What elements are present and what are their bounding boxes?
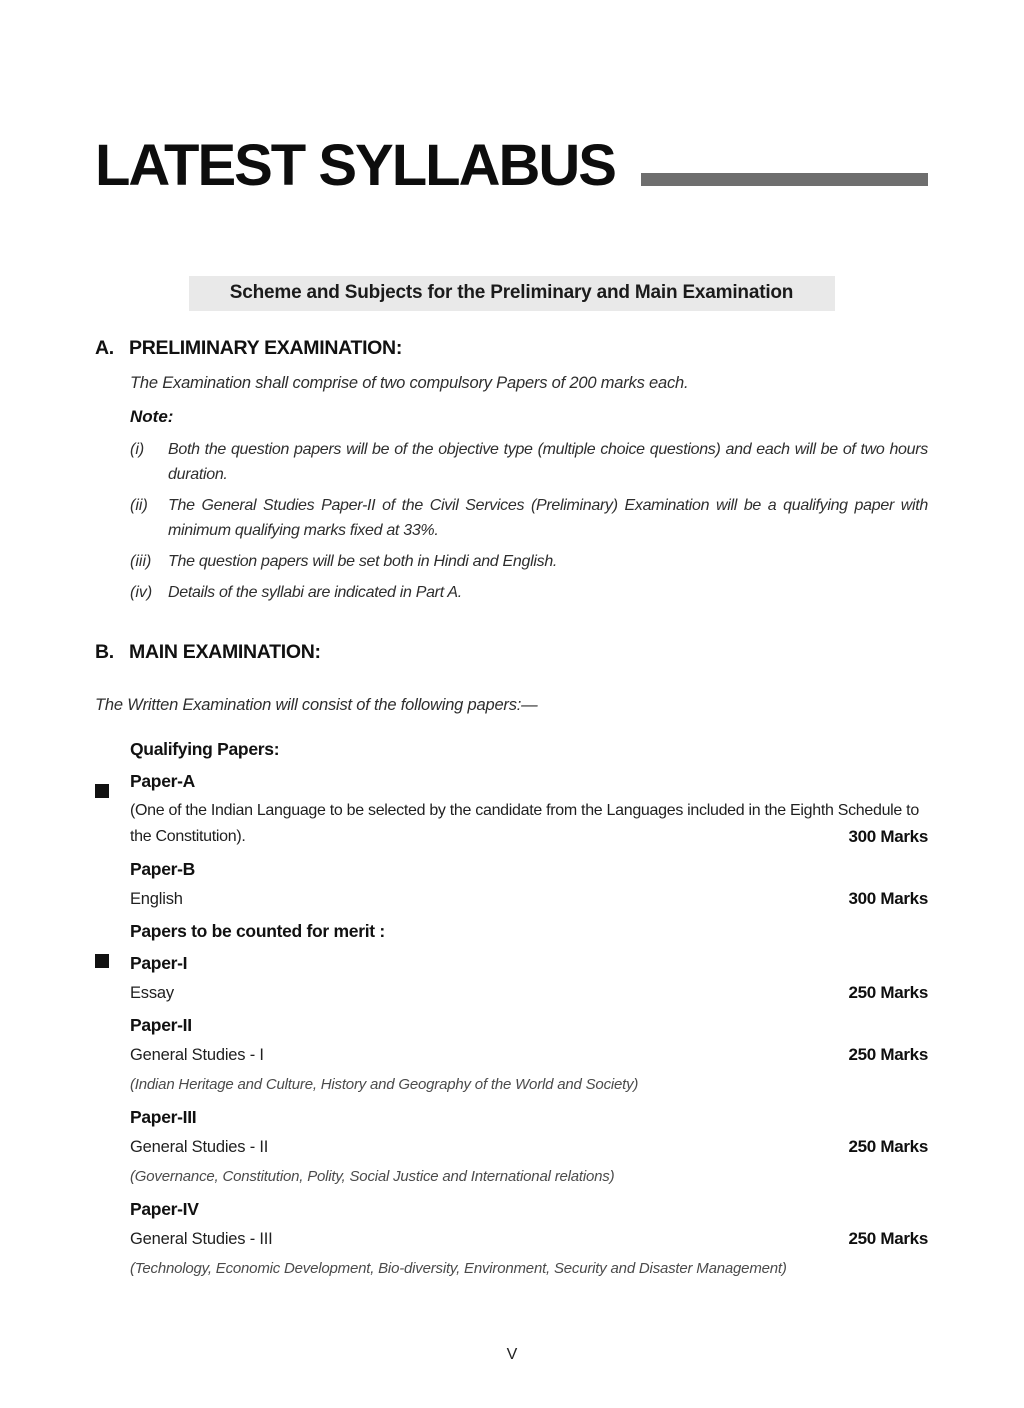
note-text: Details of the syllabi are indicated in Part A.	[168, 584, 462, 601]
square-bullet-icon	[95, 954, 109, 968]
note-item	[130, 549, 928, 574]
paper-3-marks: 250 Marks	[848, 1137, 928, 1156]
note-text: Both the question papers will be of the objective type (multiple choice questions) and each will be of two hours duration.	[168, 441, 928, 483]
section-a-heading-row	[95, 335, 928, 361]
qualifying-papers-heading: Qualifying Papers:	[130, 739, 280, 759]
paper-2-subject-row	[130, 1042, 928, 1068]
paper-2-detail: (Indian Heritage and Culture, History and Geography of the World and Society)	[130, 1076, 639, 1093]
paper-a-label-row	[130, 768, 928, 794]
paper-b-label-row	[130, 856, 928, 882]
section-a-label: A.	[95, 337, 114, 359]
paper-1-subject: Essay	[130, 984, 174, 1002]
section-a-heading: PRELIMINARY EXAMINATION:	[129, 337, 403, 359]
paper-b-marks: 300 Marks	[848, 889, 928, 908]
note-number: (iv)	[130, 584, 153, 601]
note-text: The question papers will be set both in Hindi and English.	[168, 553, 558, 570]
paper-3-label: Paper-III	[130, 1107, 197, 1127]
paper-b-label: Paper-B	[130, 859, 196, 879]
paper-1-label-row	[130, 950, 928, 976]
note-item	[130, 493, 928, 543]
paper-4-subject-row	[130, 1226, 928, 1252]
subtitle-band-wrap	[95, 276, 928, 311]
section-a-intro: The Examination shall comprise of two compulsory Papers of 200 marks each.	[130, 374, 689, 392]
note-number: (i)	[130, 441, 145, 458]
paper-3-label-row	[130, 1104, 928, 1130]
paper-4-subject: General Studies - III	[130, 1230, 273, 1248]
title-accent-bar	[641, 173, 928, 186]
paper-1-label: Paper-I	[130, 953, 188, 973]
paper-4-label: Paper-IV	[130, 1199, 199, 1219]
paper-2-label: Paper-II	[130, 1015, 192, 1035]
paper-3-subject-row	[130, 1134, 928, 1160]
paper-1-subject-row	[130, 980, 928, 1006]
note-item	[130, 437, 928, 487]
paper-a-description-row	[130, 798, 928, 850]
paper-b-subject-row	[130, 886, 928, 912]
paper-4-detail: (Technology, Economic Development, Bio-diversity, Environment, Security and Disaster Management)	[130, 1260, 787, 1277]
subtitle-band: Scheme and Subjects for the Preliminary and Main Examination	[189, 276, 835, 311]
section-b-heading-row	[95, 639, 928, 665]
paper-a-label: Paper-A	[130, 771, 196, 791]
note-number: (ii)	[130, 497, 148, 514]
paper-4-marks: 250 Marks	[848, 1229, 928, 1248]
paper-2-marks: 250 Marks	[848, 1045, 928, 1064]
note-number: (iii)	[130, 553, 152, 570]
paper-3-subject: General Studies - II	[130, 1138, 269, 1156]
title-row	[95, 0, 928, 198]
page-title: LATEST SYLLABUS	[95, 133, 615, 198]
paper-b-subject: English	[130, 890, 183, 908]
square-bullet-icon	[95, 784, 109, 798]
papers-list	[130, 736, 928, 1280]
paper-3-detail: (Governance, Constitution, Polity, Social Justice and International relations)	[130, 1168, 615, 1185]
section-b-intro: The Written Examination will consist of the following papers:—	[95, 696, 538, 714]
section-b-label: B.	[95, 641, 114, 663]
paper-1-marks: 250 Marks	[848, 983, 928, 1002]
section-a-body	[130, 371, 928, 605]
page-number: V	[506, 1346, 518, 1363]
paper-2-label-row	[130, 1012, 928, 1038]
note-text: The General Studies Paper-II of the Civil Services (Preliminary) Examination will be a qualifying paper with minimum qualifying marks fixed at 33%.	[168, 497, 928, 539]
paper-4-label-row	[130, 1196, 928, 1222]
merit-papers-heading: Papers to be counted for merit :	[130, 921, 385, 941]
section-preliminary-examination	[95, 335, 928, 605]
section-main-examination	[95, 639, 928, 1280]
section-b-heading: MAIN EXAMINATION:	[129, 641, 321, 663]
paper-2-subject: General Studies - I	[130, 1046, 264, 1064]
note-label: Note:	[130, 407, 174, 426]
note-item	[130, 580, 928, 605]
paper-a-description: (One of the Indian Language to be selected by the candidate from the Languages included in the Eighth Schedule to the Constitution).	[130, 802, 919, 845]
paper-a-marks: 300 Marks	[848, 827, 928, 846]
